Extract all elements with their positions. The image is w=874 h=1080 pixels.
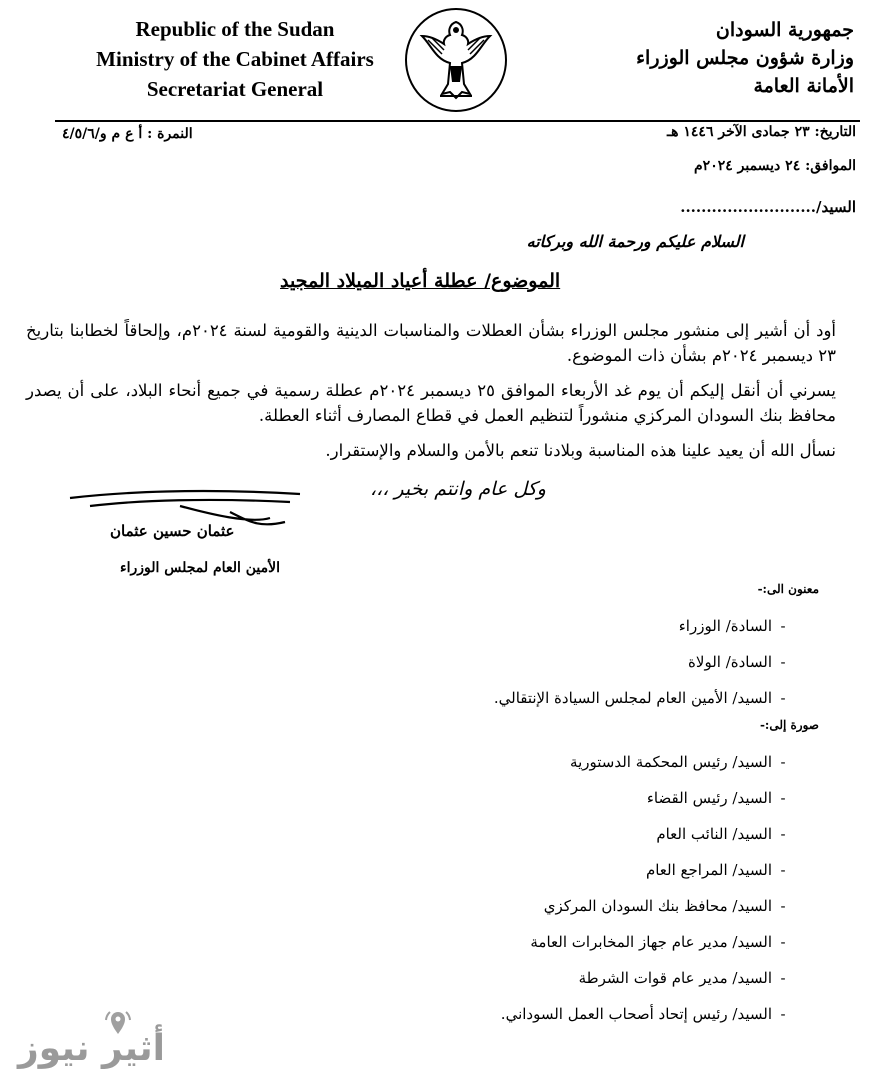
greeting: السلام عليكم ورحمة الله وبركاته [526, 232, 744, 251]
list-item: -السيد/ المراجع العام [645, 861, 786, 879]
ar-country: جمهورية السودان [715, 19, 854, 41]
header-divider [55, 120, 860, 122]
watermark-text: أثير نيوز [18, 1028, 165, 1069]
date-hijri: التاريخ: ٢٣ جمادى الآخر ١٤٤٦ هـ [667, 124, 856, 140]
signatory-name: عثمان حسين عثمان [110, 522, 235, 540]
list-item: -السيد/ الأمين العام لمجلس السيادة الإنتقالي. [493, 689, 786, 707]
signatory-title: الأمين العام لمجلس الوزراء [120, 560, 280, 576]
paragraph-1: أود أن أشير إلى منشور مجلس الوزراء بشأن العطلات والمناسبات الدينية والقومية لسنة ٢٠٢٤م، وإلحاقاً لخطابنا بتاريخ ٢٣ ديسمبر ٢٠٢٤م بشأن ذات الموضوع. [26, 321, 836, 365]
addressee: السيد/.......................... [680, 198, 856, 216]
en-secretariat: Secretariat General [146, 77, 324, 101]
date-gregorian: الموافق: ٢٤ ديسمبر ٢٠٢٤م [694, 158, 856, 174]
copy-to-list [334, 744, 794, 1032]
sudan-emblem-icon [402, 6, 510, 114]
closing-line: وكل عام وانتم بخير ،،، [370, 478, 546, 500]
paragraph-2: يسرني أن أنقل إليكم أن يوم غد الأربعاء الموافق ٢٥ ديسمبر ٢٠٢٤م عطلة رسمية في جميع أنحاء البلاد، على أن يصدر محافظ بنك السودان المركزي منشوراً لتنظيم العمل في قطاع المصارف أثناء العطلة. [26, 381, 836, 425]
list-item: -السيد/ رئيس إتحاد أصحاب العمل السوداني. [500, 1005, 786, 1023]
list-item: -السيد/ محافظ بنك السودان المركزي [543, 897, 786, 915]
en-ministry: Ministry of the Cabinet Affairs [96, 47, 374, 71]
addressed-to-label: معنون الى:- [757, 582, 819, 596]
list-item: -السادة/ الوزراء [678, 617, 786, 635]
list-item: -السيد/ مدير عام جهاز المخابرات العامة [530, 933, 786, 951]
addressed-to-list [334, 608, 794, 716]
ar-secretariat: الأمانة العامة [753, 75, 854, 97]
subject-line: الموضوع/ عطلة أعياد الميلاد المجيد [280, 270, 561, 292]
list-item: -السيد/ رئيس المحكمة الدستورية [570, 753, 786, 771]
list-item: -السيد/ مدير عام قوات الشرطة [578, 969, 786, 987]
ar-ministry: وزارة شؤون مجلس الوزراء [636, 47, 854, 69]
list-item: -السادة/ الولاة [688, 653, 786, 671]
paragraph-3: نسأل الله أن يعيد علينا هذه المناسبة وبلادنا تنعم بالأمن والسلام والإستقرار. [325, 441, 836, 460]
list-item: -السيد/ النائب العام [656, 825, 786, 843]
watermark-logo [18, 1010, 208, 1070]
en-country: Republic of the Sudan [135, 17, 335, 41]
english-letterhead [70, 14, 400, 104]
list-item: -السيد/ رئيس القضاء [646, 789, 786, 807]
arabic-letterhead [554, 16, 854, 100]
copy-to-label: صورة إلى:- [759, 718, 819, 732]
reference-number: النمرة : أ ع م و/٤/٥/٦ [62, 126, 193, 142]
